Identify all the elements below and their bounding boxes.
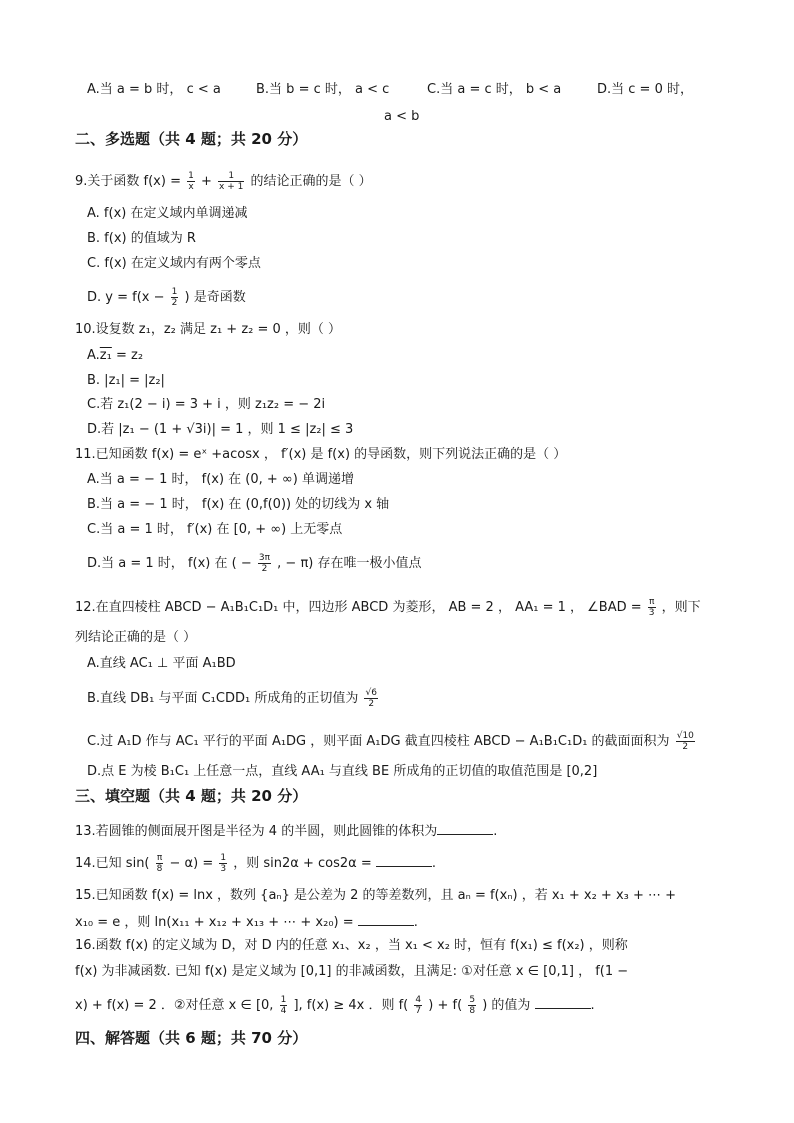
question-11-option-d: D.当 a = 1 时， f(x) 在 ( − $\frac{3\pi}{2}$ , − π) 存在唯一极小值点 [87, 553, 422, 574]
question-15-stem-continued: x₁₀ = e ，则 ln(x₁₁ + x₁₂ + x₁₃ + ⋯ + x₂₀) = . [75, 915, 418, 930]
q8-option-c: C.当 a = c 时， b < a [427, 82, 562, 97]
fraction: $\frac{\pi}{8}$ [156, 853, 163, 874]
fraction: $\frac{1}{2}$ [171, 287, 178, 308]
fraction: $\frac{1}{4}$ [280, 995, 287, 1016]
question-16-stem-line2: f(x) 为非减函数. 已知 f(x) 是定义域为 [0,1] 的非减函数，且满足: ①对任意 x ∈ [0,1] ， f(1 − [75, 964, 629, 979]
section-title-fill-in: 三、填空题（共 4 题；共 20 分） [75, 787, 308, 805]
section-title-answer-questions: 四、解答题（共 6 题；共 70 分） [75, 1029, 308, 1047]
fraction: $\frac{5}{8}$ [469, 995, 476, 1016]
question-12-stem: 12.在直四棱柱 ABCD − A₁B₁C₁D₁ 中，四边形 ABCD 为菱形， AB = 2 ， AA₁ = 1 ， ∠BAD = $\frac{\pi}{3}$ ，则下 [75, 597, 701, 618]
fraction: $\frac{1}{x}$ [188, 171, 194, 192]
question-10-option-a: A.z₁ = z₂ [87, 348, 144, 363]
question-15-stem: 15.已知函数 f(x) = lnx ，数列 {aₙ} 是公差为 2 的等差数列，且 aₙ = f(xₙ) ，若 x₁ + x₂ + x₃ + ⋯ + [75, 888, 677, 903]
fraction: $\frac{1}{3}$ [220, 853, 227, 874]
q8-option-b: B.当 b = c 时， a < c [256, 82, 390, 97]
answer-blank [376, 854, 432, 867]
answer-blank [358, 913, 414, 926]
question-9-stem: 9.关于函数 f(x) = $\frac{1}{x}$ + $\frac{1}{x + 1}$ 的结论正确的是（ ） [75, 171, 372, 192]
question-11-option-a: A.当 a = − 1 时， f(x) 在 (0, + ∞) 单调递增 [87, 472, 354, 487]
fraction: $\frac{3\pi}{2}$ [258, 553, 271, 574]
question-10-option-b: B. |z₁| = |z₂| [87, 373, 165, 388]
question-12-stem-continued: 列结论正确的是（ ） [75, 630, 197, 645]
question-13-stem: 13.若圆锥的侧面展开图是半径为 4 的半圆，则此圆锥的体积为 . [75, 824, 498, 839]
question-12-option-b: B.直线 DB₁ 与平面 C₁CDD₁ 所成角的正切值为 $\frac{√6}{2}$ [87, 688, 377, 709]
question-9-option-d: D. y = f(x − $\frac{1}{2}$ ) 是奇函数 [87, 287, 246, 308]
question-14-stem: 14.已知 sin( $\frac{\pi}{8}$ − α) = $\frac{1}{3}$ ，则 sin2α + cos2α = . [75, 853, 437, 874]
fraction: $\frac{\pi}{3}$ [648, 597, 655, 618]
question-12-option-a: A.直线 AC₁ ⊥ 平面 A₁BD [87, 656, 236, 671]
answer-blank [535, 996, 591, 1009]
question-11-stem: 11.已知函数 f(x) = eˣ +acosx ， f′(x) 是 f(x) 的导函数，则下列说法正确的是（ ） [75, 447, 567, 462]
question-10-option-c: C.若 z₁(2 − i) = 3 + i ，则 z₁z₂ = − 2i [87, 397, 326, 412]
question-9-option-b: B. f(x) 的值域为 R [87, 231, 196, 246]
question-12-option-d: D.点 E 为棱 B₁C₁ 上任意一点，直线 AA₁ 与直线 BE 所成角的正切值的取值范围是 [0,2] [87, 764, 598, 779]
question-9-option-a: A. f(x) 在定义域内单调递减 [87, 206, 248, 221]
q8-option-d-continued: a < b [384, 109, 420, 124]
question-11-option-b: B.当 a = − 1 时， f(x) 在 (0,f(0)) 处的切线为 x 轴 [87, 497, 390, 512]
fraction: $\frac{4}{7}$ [415, 995, 422, 1016]
question-11-option-c: C.当 a = 1 时， f′(x) 在 [0, + ∞) 上无零点 [87, 522, 343, 537]
answer-blank [437, 822, 493, 835]
question-10-stem: 10.设复数 z₁，z₂ 满足 z₁ + z₂ = 0 ，则（ ） [75, 322, 342, 337]
fraction: $\frac{1}{x + 1}$ [219, 171, 244, 192]
question-9-option-c: C. f(x) 在定义域内有两个零点 [87, 256, 261, 271]
q8-option-d: D.当 c = 0 时， [597, 82, 693, 97]
fraction: $\frac{√10}{2}$ [676, 731, 694, 752]
q8-option-a: A.当 a = b 时， c < a [87, 82, 221, 97]
question-16-stem-line3: x) + f(x) = 2 ．②对任意 x ∈ [0, $\frac{1}{4}$ ], f(x) ≥ 4x ．则 f( $\frac{4}{7}$ ) + f( $\frac{5}{8}$ ) 的值为 . [75, 995, 595, 1016]
section-title-multiple-choice: 二、多选题（共 4 题；共 20 分） [75, 130, 308, 148]
question-12-option-c: C.过 A₁D 作与 AC₁ 平行的平面 A₁DG ，则平面 A₁DG 截直四棱柱 ABCD − A₁B₁C₁D₁ 的截面面积为 $\frac{√10}{2}$ [87, 731, 694, 752]
fraction: $\frac{√6}{2}$ [365, 688, 377, 709]
question-16-stem: 16.函数 f(x) 的定义域为 D，对 D 内的任意 x₁、x₂ ，当 x₁ < x₂ 时，恒有 f(x₁) ≤ f(x₂) ，则称 [75, 938, 628, 953]
question-10-option-d: D.若 |z₁ − (1 + √3i)| = 1 ，则 1 ≤ |z₂| ≤ 3 [87, 422, 354, 437]
